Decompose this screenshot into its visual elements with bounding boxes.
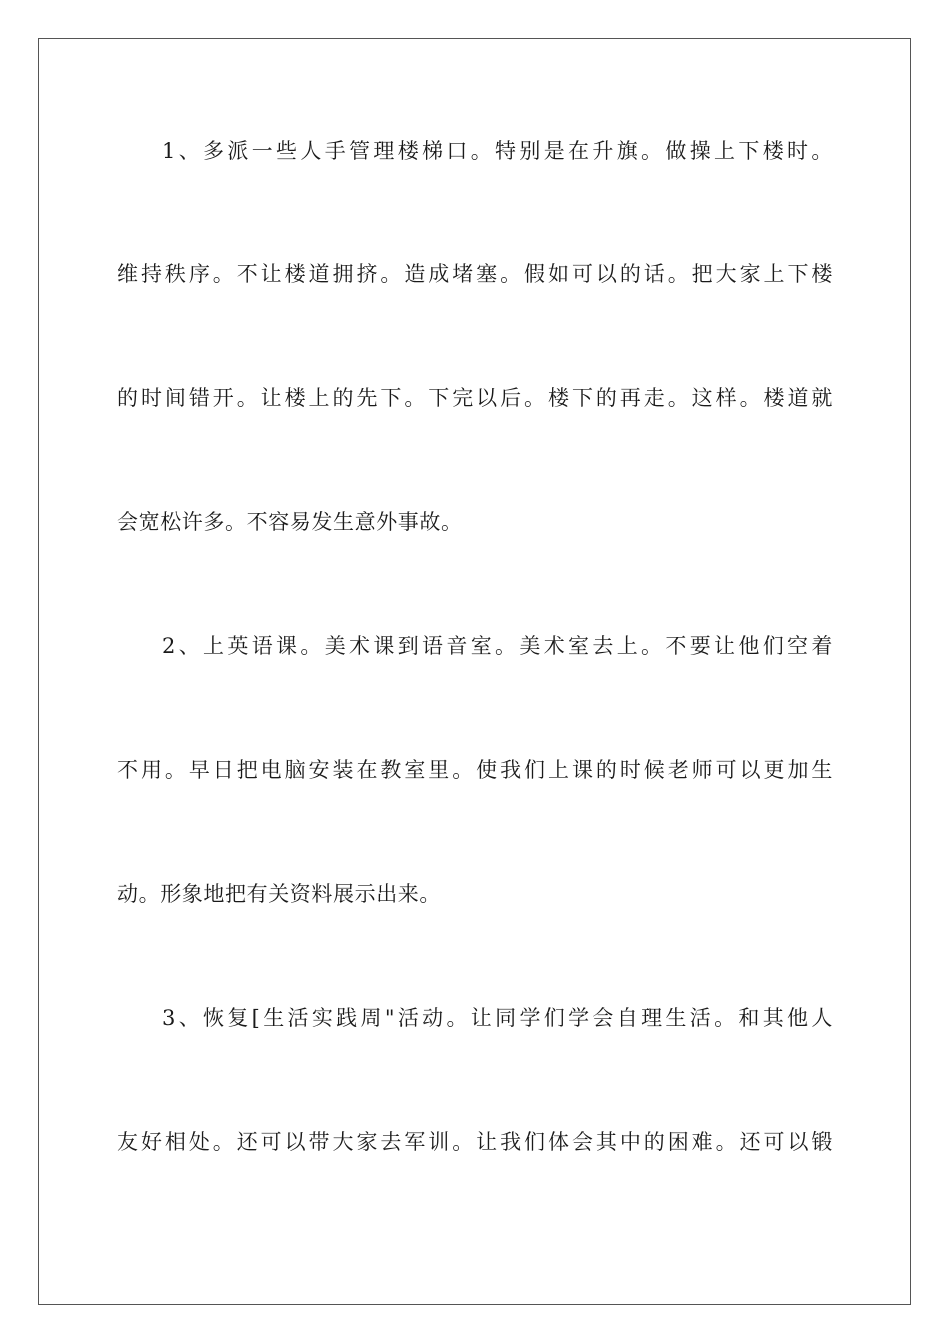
paragraph-1-line-1: 1、多派一些人手管理楼梯口。特别是在升旗。做操上下楼时。	[162, 139, 833, 163]
paragraph-3-line-2: 友好相处。还可以带大家去军训。让我们体会其中的困难。还可以锻	[117, 1130, 833, 1154]
paragraph-2-line-3: 动。形象地把有关资料展示出来。	[117, 882, 441, 906]
paragraph-1-line-4: 会宽松许多。不容易发生意外事故。	[117, 510, 463, 534]
paragraph-2-line-1: 2、上英语课。美术课到语音室。美术室去上。不要让他们空着	[162, 634, 833, 658]
paragraph-1-line-3: 的时间错开。让楼上的先下。下完以后。楼下的再走。这样。楼道就	[117, 386, 833, 410]
paragraph-3-line-1: 3、恢复[生活实践周"活动。让同学们学会自理生活。和其他人	[162, 1006, 833, 1030]
paragraph-2-line-2: 不用。早日把电脑安装在教室里。使我们上课的时候老师可以更加生	[117, 758, 833, 782]
page-border	[38, 38, 911, 1305]
paragraph-1-line-2: 维持秩序。不让楼道拥挤。造成堵塞。假如可以的话。把大家上下楼	[117, 262, 833, 286]
